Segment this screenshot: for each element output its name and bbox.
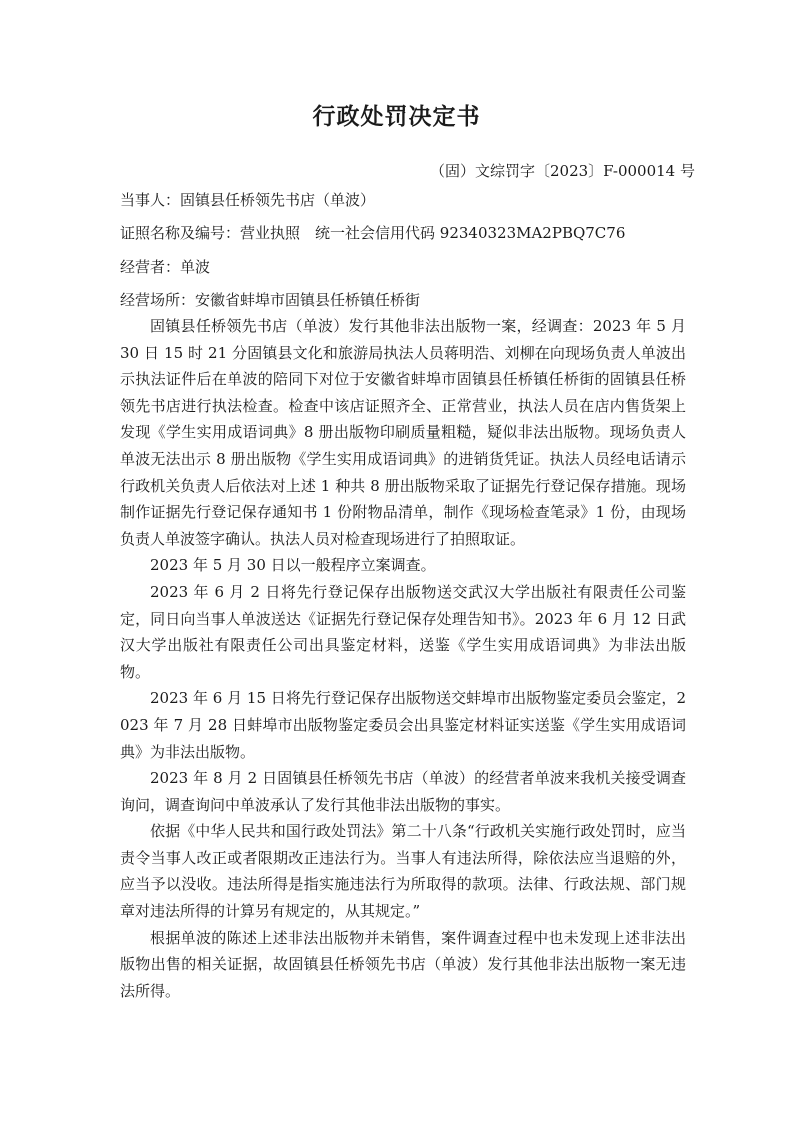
document-body bbox=[120, 313, 686, 1004]
operator-line: 经营者：单波 bbox=[120, 258, 211, 276]
body-paragraph: 2023 年 8 月 2 日固镇县任桥领先书店（单波）的经营者单波来我机关接受调查询问，调查询问中单波承认了发行其他非法出版物的事实。 bbox=[120, 769, 686, 814]
premises-line: 经营场所：安徽省蚌埠市固镇县任桥镇任桥街 bbox=[120, 291, 421, 309]
body-paragraph: 2023 年 5 月 30 日以一般程序立案调查。 bbox=[150, 556, 436, 575]
body-paragraph: 根据单波的陈述上述非法出版物并未销售，案件调查过程中也未发现上述非法出版物出售的相关证据，故固镇县任桥领先书店（单波）发行其他非法出版物一案无违法所得。 bbox=[120, 928, 686, 1000]
document-title: 行政处罚决定书 bbox=[312, 103, 481, 130]
party-line: 当事人：固镇县任桥领先书店（单波） bbox=[120, 191, 376, 209]
body-paragraph: 依据《中华人民共和国行政处罚法》第二十八条“行政机关实施行政处罚时，应当责令当事人改正或者限期改正违法行为。当事人有违法所得，除依法应当退赔的外，应当予以没收。违法所得是指实施违法行为所取得的款项。法律、行政法规、部门规章对违法所得的计算另有规定的，从其规定。” bbox=[120, 822, 686, 921]
license-line: 证照名称及编号：营业执照 统一社会信用代码 92340323MA2PBQ7C76 bbox=[120, 224, 626, 242]
body-paragraph: 固镇县任桥领先书店（单波）发行其他非法出版物一案，经调查：2023 年 5 月 30 日 15 时 21 分固镇县文化和旅游局执法人员蒋明浩、刘柳在向现场负责人单波出示执法证件后在单波的陪同下对位于安徽省蚌埠市固镇县任桥镇任桥街的固镇县任桥领先书店进行执法检查。检查中该店证照齐全、正常营业，执法人员在店内售货架上发现《学生实用成语词典》8 册出版物印刷质量粗糙，疑似非法出版物。现场负责人单波无法出示 8 册出版物《学生实用成语词典》的进销货凭证。执法人员经电话请示行政机关负责人后依法对上述 1 种共 8 册出版物采取了证据先行登记保存措施。现场制作证据先行登记保存通知书 1 份附物品清单，制作《现场检查笔录》1 份，由现场负责人单波签字确认。执法人员对检查现场进行了拍照取证。 bbox=[120, 317, 686, 548]
body-paragraph: 2023 年 6 月 2 日将先行登记保存出版物送交武汉大学出版社有限责任公司鉴定，同日向当事人单波送达《证据先行登记保存处理告知书》。2023 年 6 月 12 日武汉大学出版社有限责任公司出具鉴定材料，送鉴《学生实用成语词典》为非法出版物。 bbox=[120, 582, 686, 681]
document-number: （固）文综罚字〔2023〕F-000014 号 bbox=[429, 162, 695, 180]
body-paragraph: 2023 年 6 月 15 日将先行登记保存出版物送交蚌埠市出版物鉴定委员会鉴定，2023 年 7 月 28 日蚌埠市出版物鉴定委员会出具鉴定材料证实送鉴《学生实用成语词典》为非法出版物。 bbox=[120, 689, 686, 761]
